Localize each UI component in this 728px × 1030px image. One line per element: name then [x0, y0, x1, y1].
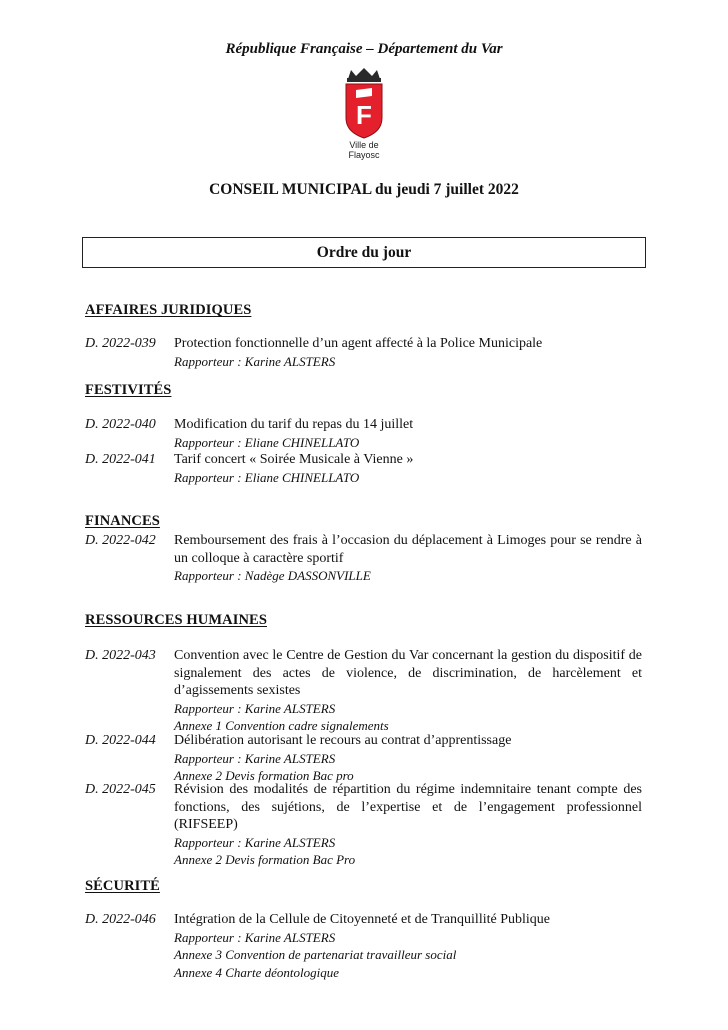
logo-line2: Flayosc	[348, 150, 380, 160]
council-title: CONSEIL MUNICIPAL du jeudi 7 juillet 2022	[209, 181, 519, 198]
svg-text:F: F	[356, 100, 372, 130]
section-title-festivites: FESTIVITÉS	[85, 382, 172, 398]
item-rapporteur: Rapporteur : Karine ALSTERS	[174, 750, 336, 766]
item-number: D. 2022-042	[85, 533, 156, 548]
item-description: Tarif concert « Soirée Musicale à Vienne »	[174, 452, 414, 467]
item-rapporteur: Rapporteur : Karine ALSTERS	[174, 929, 336, 945]
agenda-title-box	[82, 237, 646, 268]
item-annex: Annexe 1 Convention cadre signalements	[174, 718, 389, 733]
item-number: D. 2022-045	[85, 782, 156, 797]
item-number: D. 2022-040	[85, 417, 156, 432]
section-title-affaires-juridiques: AFFAIRES JURIDIQUES	[85, 302, 252, 318]
item-number: D. 2022-046	[85, 912, 156, 927]
item-annex: Annexe 2 Devis formation Bac Pro	[174, 852, 356, 867]
item-description: Délibération autorisant le recours au contrat d’apprentissage	[174, 733, 512, 748]
item-description: Modification du tarif du repas du 14 juillet	[174, 417, 414, 432]
item-annex: Annexe 3 Convention de partenariat travailleur social	[174, 947, 457, 962]
item-rapporteur: Rapporteur : Eliane CHINELLATO	[174, 434, 360, 450]
item-rapporteur: Rapporteur : Nadège DASSONVILLE	[174, 568, 371, 583]
item-rapporteur: Rapporteur : Eliane CHINELLATO	[174, 469, 360, 485]
item-rapporteur: Rapporteur : Karine ALSTERS	[174, 353, 336, 369]
item-description: Intégration de la Cellule de Citoyenneté et de Tranquillité Publique	[174, 912, 550, 927]
section-title-securite: SÉCURITÉ	[85, 878, 160, 894]
item-number: D. 2022-043	[85, 648, 156, 663]
item-number: D. 2022-039	[85, 336, 156, 351]
item-number: D. 2022-044	[85, 733, 156, 748]
republic-header: République Française – Département du Var	[225, 41, 503, 57]
item-annex: Annexe 2 Devis formation Bac pro	[174, 768, 354, 783]
item-description: Protection fonctionnelle d’un agent affecté à la Police Municipale	[174, 336, 543, 351]
item-description: Convention avec le Centre de Gestion du Var concernant la gestion du dispositif de signalement des actes de violence, de discrimination, de harcèlement et d’agissements sexistes	[174, 648, 642, 698]
section-title-finances: FINANCES	[85, 513, 160, 529]
item-description: Remboursement des frais à l’occasion du déplacement à Limoges pour se rendre à un colloque à caractère sportif	[174, 533, 642, 566]
item-number: D. 2022-041	[85, 452, 156, 467]
item-annex: Annexe 4 Charte déontologique	[174, 964, 339, 980]
logo-line1: Ville de	[349, 140, 379, 150]
agenda-title: Ordre du jour	[316, 243, 412, 261]
flayosc-logo	[336, 66, 392, 162]
item-rapporteur: Rapporteur : Karine ALSTERS	[174, 700, 336, 716]
item-rapporteur: Rapporteur : Karine ALSTERS	[174, 834, 336, 850]
item-description: Révision des modalités de répartition du régime indemnitaire tenant compte des fonctions, des sujétions, de l’expertise et de l’engagement professionnel (RIFSEEP)	[174, 782, 642, 832]
section-title-ressources-humaines: RESSOURCES HUMAINES	[85, 612, 267, 628]
flayosc-crest-icon	[336, 66, 392, 140]
